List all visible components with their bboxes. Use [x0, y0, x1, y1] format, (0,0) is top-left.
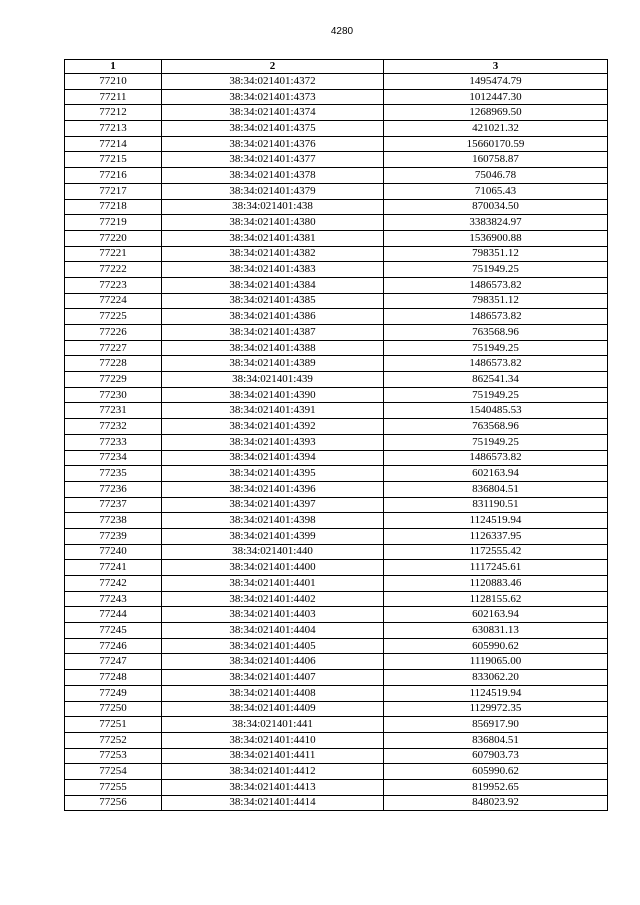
table-body	[65, 74, 608, 811]
row-number-cell: 77255	[65, 779, 162, 795]
cadastral-number-cell: 38:34:021401:4373	[162, 89, 384, 105]
row-number-cell: 77251	[65, 717, 162, 733]
value-cell: 819952.65	[384, 779, 608, 795]
table-row	[65, 544, 608, 560]
cadastral-number-cell: 38:34:021401:4375	[162, 121, 384, 137]
cadastral-number-cell: 38:34:021401:4403	[162, 607, 384, 623]
row-number-cell: 77245	[65, 623, 162, 639]
table-row	[65, 230, 608, 246]
value-cell: 607903.73	[384, 748, 608, 764]
row-number-cell: 77250	[65, 701, 162, 717]
cadastral-number-cell: 38:34:021401:4404	[162, 623, 384, 639]
row-number-cell: 77242	[65, 576, 162, 592]
cadastral-number-cell: 38:34:021401:4391	[162, 403, 384, 419]
page-number: 4280	[330, 26, 354, 37]
value-cell: 1486573.82	[384, 356, 608, 372]
row-number-cell: 77241	[65, 560, 162, 576]
row-number-cell: 77230	[65, 387, 162, 403]
value-cell: 1172555.42	[384, 544, 608, 560]
table-row	[65, 654, 608, 670]
value-cell: 833062.20	[384, 670, 608, 686]
cadastral-number-cell: 38:34:021401:4402	[162, 591, 384, 607]
row-number-cell: 77225	[65, 309, 162, 325]
cadastral-number-cell: 38:34:021401:4397	[162, 497, 384, 513]
value-cell: 1268969.50	[384, 105, 608, 121]
value-cell: 1012447.30	[384, 89, 608, 105]
row-number-cell: 77240	[65, 544, 162, 560]
cadastral-number-cell: 38:34:021401:4392	[162, 419, 384, 435]
cadastral-number-cell: 38:34:021401:438	[162, 199, 384, 215]
value-cell: 751949.25	[384, 434, 608, 450]
value-cell: 1486573.82	[384, 309, 608, 325]
header-col-3: 3	[384, 60, 608, 74]
row-number-cell: 77221	[65, 246, 162, 262]
value-cell: 751949.25	[384, 387, 608, 403]
cadastral-number-cell: 38:34:021401:4379	[162, 183, 384, 199]
table-row	[65, 168, 608, 184]
value-cell: 763568.96	[384, 419, 608, 435]
table-row	[65, 89, 608, 105]
row-number-cell: 77219	[65, 215, 162, 231]
row-number-cell: 77227	[65, 340, 162, 356]
table-row	[65, 576, 608, 592]
cadastral-number-cell: 38:34:021401:4409	[162, 701, 384, 717]
cadastral-number-cell: 38:34:021401:4412	[162, 764, 384, 780]
cadastral-number-cell: 38:34:021401:4382	[162, 246, 384, 262]
table-row	[65, 638, 608, 654]
row-number-cell: 77249	[65, 685, 162, 701]
row-number-cell: 77235	[65, 466, 162, 482]
row-number-cell: 77247	[65, 654, 162, 670]
table-row	[65, 403, 608, 419]
value-cell: 605990.62	[384, 638, 608, 654]
value-cell: 15660170.59	[384, 136, 608, 152]
value-cell: 848023.92	[384, 795, 608, 811]
row-number-cell: 77220	[65, 230, 162, 246]
table-row	[65, 121, 608, 137]
table-row	[65, 513, 608, 529]
value-cell: 751949.25	[384, 340, 608, 356]
table-row	[65, 340, 608, 356]
cadastral-number-cell: 38:34:021401:4372	[162, 74, 384, 90]
value-cell: 836804.51	[384, 732, 608, 748]
row-number-cell: 77243	[65, 591, 162, 607]
value-cell: 1124519.94	[384, 685, 608, 701]
value-cell: 630831.13	[384, 623, 608, 639]
cadastral-number-cell: 38:34:021401:4405	[162, 638, 384, 654]
row-number-cell: 77238	[65, 513, 162, 529]
value-cell: 3383824.97	[384, 215, 608, 231]
table-row	[65, 183, 608, 199]
value-cell: 751949.25	[384, 262, 608, 278]
table-row	[65, 450, 608, 466]
header-col-1: 1	[65, 60, 162, 74]
cadastral-number-cell: 38:34:021401:4385	[162, 293, 384, 309]
table-row	[65, 136, 608, 152]
cadastral-number-cell: 38:34:021401:4389	[162, 356, 384, 372]
table-row	[65, 481, 608, 497]
value-cell: 71065.43	[384, 183, 608, 199]
row-number-cell: 77231	[65, 403, 162, 419]
row-number-cell: 77223	[65, 277, 162, 293]
table-row	[65, 387, 608, 403]
cadastral-number-cell: 38:34:021401:4411	[162, 748, 384, 764]
cadastral-number-cell: 38:34:021401:4384	[162, 277, 384, 293]
row-number-cell: 77253	[65, 748, 162, 764]
value-cell: 602163.94	[384, 607, 608, 623]
table-row	[65, 717, 608, 733]
row-number-cell: 77212	[65, 105, 162, 121]
row-number-cell: 77228	[65, 356, 162, 372]
table-row	[65, 152, 608, 168]
row-number-cell: 77213	[65, 121, 162, 137]
table-row	[65, 309, 608, 325]
cadastral-number-cell: 38:34:021401:4377	[162, 152, 384, 168]
row-number-cell: 77222	[65, 262, 162, 278]
table-row	[65, 560, 608, 576]
row-number-cell: 77215	[65, 152, 162, 168]
value-cell: 1129972.35	[384, 701, 608, 717]
row-number-cell: 77229	[65, 372, 162, 388]
cadastral-number-cell: 38:34:021401:4399	[162, 528, 384, 544]
table-row	[65, 325, 608, 341]
cadastral-number-cell: 38:34:021401:4406	[162, 654, 384, 670]
value-cell: 1119065.00	[384, 654, 608, 670]
row-number-cell: 77218	[65, 199, 162, 215]
table-row	[65, 105, 608, 121]
value-cell: 1117245.61	[384, 560, 608, 576]
cadastral-number-cell: 38:34:021401:4394	[162, 450, 384, 466]
table-row	[65, 528, 608, 544]
cadastral-number-cell: 38:34:021401:4408	[162, 685, 384, 701]
row-number-cell: 77244	[65, 607, 162, 623]
table-row	[65, 701, 608, 717]
cadastral-number-cell: 38:34:021401:4381	[162, 230, 384, 246]
value-cell: 862541.34	[384, 372, 608, 388]
row-number-cell: 77214	[65, 136, 162, 152]
cadastral-number-cell: 38:34:021401:4410	[162, 732, 384, 748]
cadastral-number-cell: 38:34:021401:4401	[162, 576, 384, 592]
table-row	[65, 732, 608, 748]
row-number-cell: 77234	[65, 450, 162, 466]
table-row	[65, 497, 608, 513]
header-row	[65, 60, 608, 74]
row-number-cell: 77210	[65, 74, 162, 90]
value-cell: 1128155.62	[384, 591, 608, 607]
row-number-cell: 77224	[65, 293, 162, 309]
cadastral-number-cell: 38:34:021401:441	[162, 717, 384, 733]
row-number-cell: 77217	[65, 183, 162, 199]
table-row	[65, 623, 608, 639]
cadastral-number-cell: 38:34:021401:4380	[162, 215, 384, 231]
table-row	[65, 372, 608, 388]
cadastral-number-cell: 38:34:021401:4374	[162, 105, 384, 121]
row-number-cell: 77237	[65, 497, 162, 513]
row-number-cell: 77211	[65, 89, 162, 105]
value-cell: 160758.87	[384, 152, 608, 168]
cadastral-number-cell: 38:34:021401:439	[162, 372, 384, 388]
row-number-cell: 77216	[65, 168, 162, 184]
value-cell: 1126337.95	[384, 528, 608, 544]
cadastral-number-cell: 38:34:021401:4400	[162, 560, 384, 576]
value-cell: 1495474.79	[384, 74, 608, 90]
cadastral-number-cell: 38:34:021401:4395	[162, 466, 384, 482]
cadastral-number-cell: 38:34:021401:4388	[162, 340, 384, 356]
table-row	[65, 591, 608, 607]
value-cell: 763568.96	[384, 325, 608, 341]
row-number-cell: 77236	[65, 481, 162, 497]
table-header	[65, 60, 608, 74]
table-row	[65, 246, 608, 262]
row-number-cell: 77226	[65, 325, 162, 341]
row-number-cell: 77232	[65, 419, 162, 435]
cadastral-number-cell: 38:34:021401:4414	[162, 795, 384, 811]
cadastral-number-cell: 38:34:021401:4383	[162, 262, 384, 278]
value-cell: 1120883.46	[384, 576, 608, 592]
table-row	[65, 764, 608, 780]
value-cell: 1536900.88	[384, 230, 608, 246]
table-row	[65, 293, 608, 309]
row-number-cell: 77256	[65, 795, 162, 811]
cadastral-number-cell: 38:34:021401:4393	[162, 434, 384, 450]
value-cell: 870034.50	[384, 199, 608, 215]
cadastral-number-cell: 38:34:021401:4413	[162, 779, 384, 795]
table-row	[65, 466, 608, 482]
table-row	[65, 199, 608, 215]
table-row	[65, 262, 608, 278]
table-row	[65, 607, 608, 623]
cadastral-number-cell: 38:34:021401:440	[162, 544, 384, 560]
value-cell: 1540485.53	[384, 403, 608, 419]
cadastral-number-cell: 38:34:021401:4378	[162, 168, 384, 184]
value-cell: 605990.62	[384, 764, 608, 780]
row-number-cell: 77252	[65, 732, 162, 748]
table-row	[65, 670, 608, 686]
row-number-cell: 77233	[65, 434, 162, 450]
table-row	[65, 356, 608, 372]
table-row	[65, 434, 608, 450]
row-number-cell: 77246	[65, 638, 162, 654]
cadastral-number-cell: 38:34:021401:4390	[162, 387, 384, 403]
value-cell: 602163.94	[384, 466, 608, 482]
table-row	[65, 277, 608, 293]
cadastral-number-cell: 38:34:021401:4398	[162, 513, 384, 529]
cadastral-number-cell: 38:34:021401:4387	[162, 325, 384, 341]
row-number-cell: 77248	[65, 670, 162, 686]
registry-table	[64, 59, 608, 811]
value-cell: 1486573.82	[384, 277, 608, 293]
cadastral-number-cell: 38:34:021401:4376	[162, 136, 384, 152]
header-col-2: 2	[162, 60, 384, 74]
value-cell: 1124519.94	[384, 513, 608, 529]
value-cell: 75046.78	[384, 168, 608, 184]
value-cell: 798351.12	[384, 246, 608, 262]
table-row	[65, 419, 608, 435]
row-number-cell: 77254	[65, 764, 162, 780]
table-row	[65, 795, 608, 811]
cadastral-number-cell: 38:34:021401:4407	[162, 670, 384, 686]
value-cell: 421021.32	[384, 121, 608, 137]
table-row	[65, 748, 608, 764]
table-row	[65, 685, 608, 701]
value-cell: 836804.51	[384, 481, 608, 497]
table-row	[65, 779, 608, 795]
value-cell: 831190.51	[384, 497, 608, 513]
table-row	[65, 215, 608, 231]
value-cell: 856917.90	[384, 717, 608, 733]
value-cell: 1486573.82	[384, 450, 608, 466]
row-number-cell: 77239	[65, 528, 162, 544]
cadastral-number-cell: 38:34:021401:4396	[162, 481, 384, 497]
table-row	[65, 74, 608, 90]
cadastral-number-cell: 38:34:021401:4386	[162, 309, 384, 325]
value-cell: 798351.12	[384, 293, 608, 309]
